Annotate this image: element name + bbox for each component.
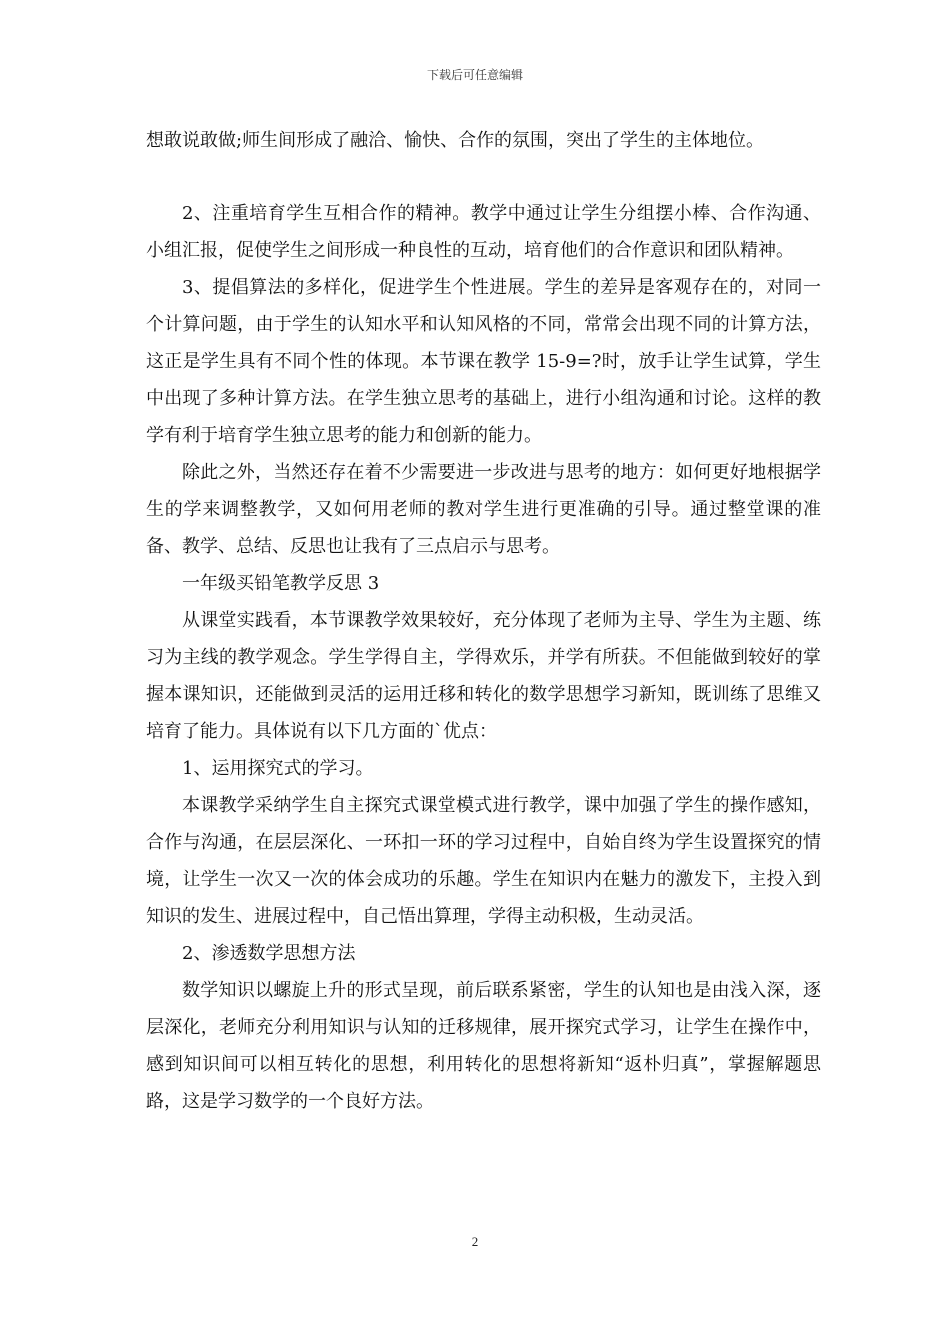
paragraph-continuation: 想敢说敢做;师生间形成了融洽、愉快、合作的氛围，突出了学生的主体地位。 — [146, 130, 765, 151]
paragraph-intro: 从课堂实践看，本节课教学效果较好，充分体现了老师为主导、学生为主题、练习为主线的教学观念。学生学得自主，学得欢乐，并学有所获。不但能做到较好的掌握本课知识，还能做到灵活的运用迁移和转化的数学思想学习新知，既训练了思维又培育了能力。具体说有以下几方面的`优点： — [146, 610, 821, 742]
document-body — [146, 122, 821, 1120]
page-header: 下载后可任意编辑 — [426, 68, 523, 82]
subheading-2: 2、渗透数学思想方法 — [182, 943, 356, 964]
paragraph-exploration: 本课教学采纳学生自主探究式课堂模式进行教学，课中加强了学生的操作感知，合作与沟通，在层层深化、一环扣一环的学习过程中，自始自终为学生设置探究的情境，让学生一次又一次的体会成功的乐趣。学生在知识内在魅力的激发下，主投入到知识的发生、进展过程中，自己悟出算理，学得主动积极，生动灵活。 — [146, 795, 821, 927]
paragraph-math-thinking: 数学知识以螺旋上升的形式呈现，前后联系紧密，学生的认知也是由浅入深，逐层深化，老师充分利用知识与认知的迁移规律，展开探究式学习，让学生在操作中，感到知识间可以相互转化的思想，利用转化的思想将新知“返朴归真”，掌握解题思路，这是学习数学的一个良好方法。 — [146, 980, 821, 1112]
page-number: 2 — [471, 1234, 479, 1249]
subheading-1: 1、运用探究式的学习。 — [182, 758, 374, 779]
paragraph-point-2: 2、注重培育学生互相合作的精神。教学中通过让学生分组摆小棒、合作沟通、小组汇报，促使学生之间形成一种良性的互动，培育他们的合作意识和团队精神。 — [146, 203, 821, 261]
paragraph-point-3: 3、提倡算法的多样化，促进学生个性进展。学生的差异是客观存在的，对同一个计算问题，由于学生的认知水平和认知风格的不同，常常会出现不同的计算方法，这正是学生具有不同个性的体现。本节课在教学 15-9=?时，放手让学生试算，学生中出现了多种计算方法。在学生独立思考的基础上，进行小组沟通和讨论。这样的教学有利于培育学生独立思考的能力和创新的能力。 — [146, 277, 821, 446]
paragraph-reflection: 除此之外，当然还存在着不少需要进一步改进与思考的地方：如何更好地根据学生的学来调整教学，又如何用老师的教对学生进行更准确的引导。通过整堂课的准备、教学、总结、反思也让我有了三点启示与思考。 — [146, 462, 821, 557]
section-title: 一年级买铅笔教学反思 3 — [182, 573, 380, 594]
